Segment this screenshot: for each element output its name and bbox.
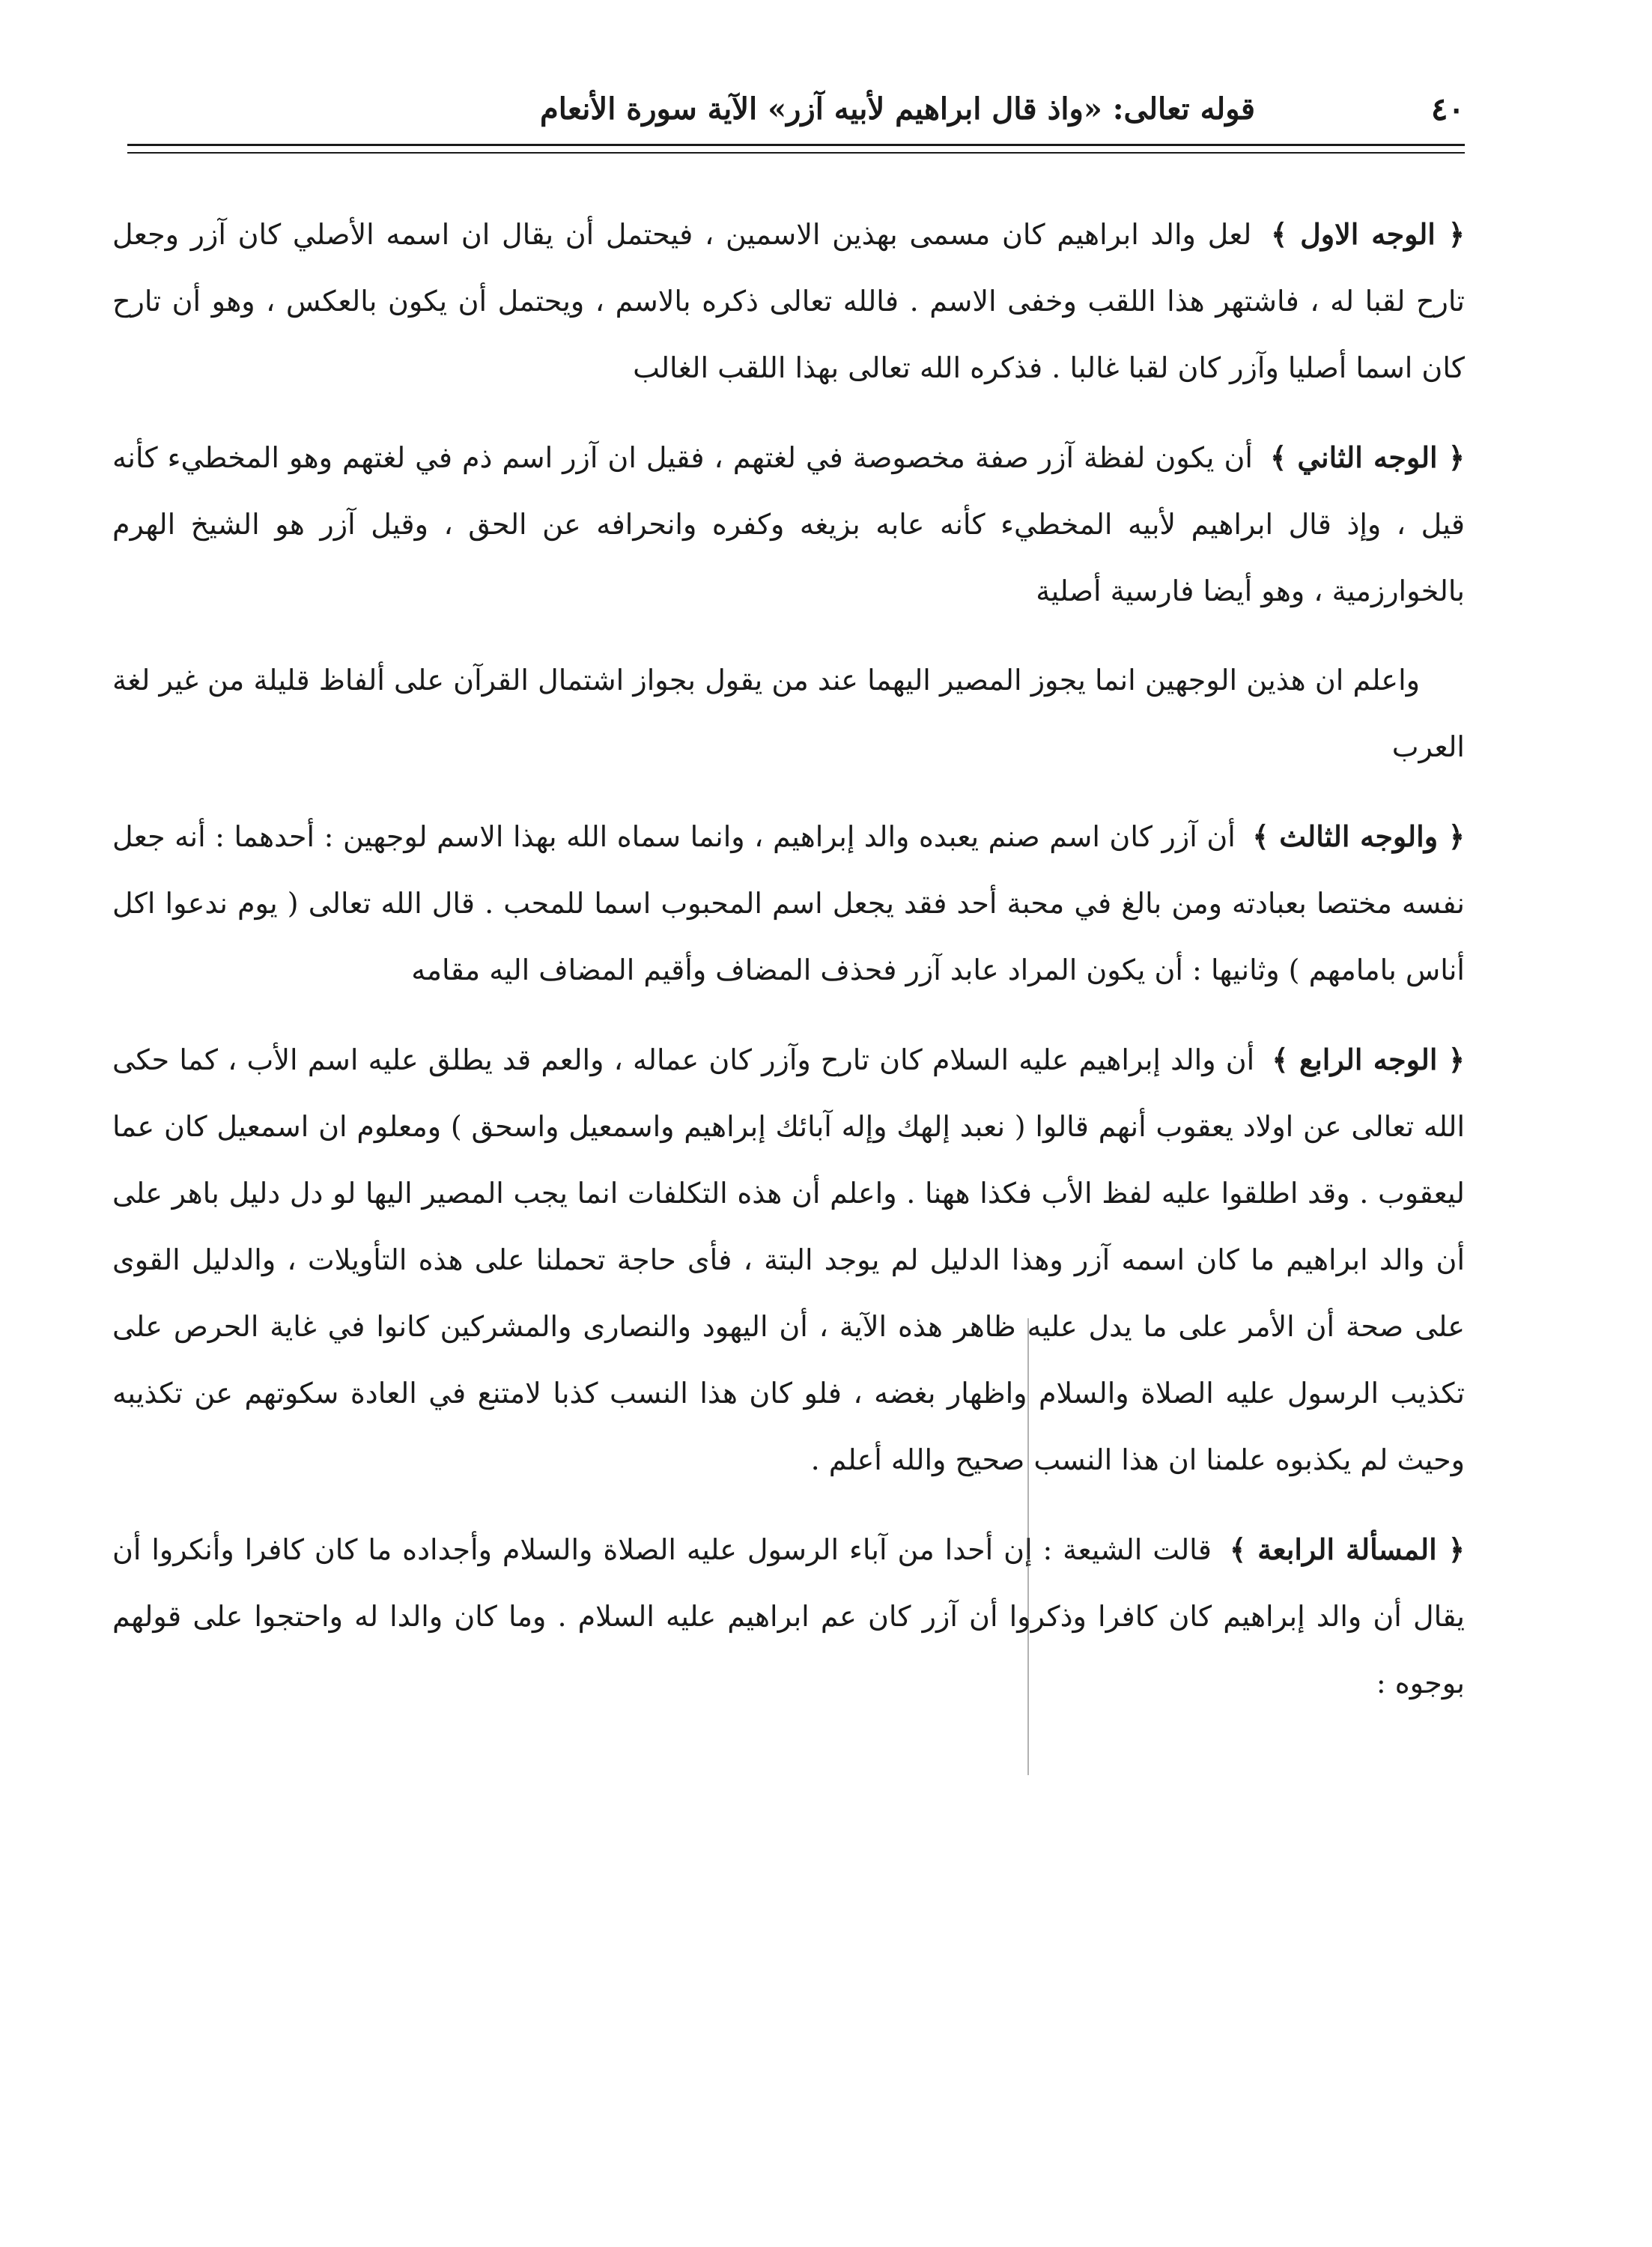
paragraph-text: أن يكون لفظة آزر صفة مخصوصة في لغتهم ، فقيل ان آزر اسم ذم في لغتهم وهو المخطيء كأنه قيل ، وإذ قال ابراهيم لأبيه المخطيء كأنه عابه بزيغه وكفره وانحرافه عن الحق ، وقيل آزر هو الشيخ الهرم بالخوارزمية ، وهو أيضا فارسية أصلية xyxy=(112,441,1465,607)
paragraph-text: واعلم ان هذين الوجهين انما يجوز المصير اليهما عند من يقول بجواز اشتمال القرآن على ألفاظ قليلة من غير لغة العرب xyxy=(112,664,1465,763)
header-rule xyxy=(127,144,1465,146)
paragraph-third-aspect xyxy=(112,803,1465,1004)
page-number: ٤٠ xyxy=(1430,91,1465,127)
paragraph-second-aspect xyxy=(112,424,1465,625)
paragraph-first-aspect xyxy=(112,201,1465,401)
page-body xyxy=(112,201,1465,1739)
section-heading: ﴿ المسألة الرابعة ﴾ xyxy=(1229,1532,1465,1566)
running-title: قوله تعالى: «واذ قال ابراهيم لأبيه آزر» الآية سورة الأنعام xyxy=(540,91,1255,127)
paragraph-fourth-aspect xyxy=(112,1026,1465,1494)
section-heading: ﴿ الوجه الرابع ﴾ xyxy=(1272,1043,1465,1076)
header-rule-secondary xyxy=(127,152,1465,154)
paragraph-text: أن آزر كان اسم صنم يعبده والد إبراهيم ، وانما سماه الله بهذا الاسم لوجهين : أحدهما : أنه جعل نفسه مختصا بعبادته ومن بالغ في محبة أحد فقد يجعل اسم المحبوب اسما للمحب . قال الله تعالى ( يوم ندعوا اكل أناس بامامهم ) وثانيها : أن يكون المراد عابد آزر فحذف المضاف وأقيم المضاف اليه مقامه xyxy=(112,820,1465,986)
section-heading: ﴿ الوجه الاول ﴾ xyxy=(1271,217,1465,251)
paragraph-text: لعل والد ابراهيم كان مسمى بهذين الاسمين ، فيحتمل أن يقال ان اسمه الأصلي كان آزر وجعل تارح لقبا له ، فاشتهر هذا اللقب وخفى الاسم . فالله تعالى ذكره بالاسم ، ويحتمل أن يكون بالعكس ، وهو أن تارح كان اسما أصليا وآزر كان لقبا غالبا . فذكره الله تعالى بهذا اللقب الغالب xyxy=(112,218,1465,384)
page-header xyxy=(127,72,1465,139)
paragraph-text: قالت الشيعة : إن أحدا من آباء الرسول عليه الصلاة والسلام وأجداده ما كان كافرا وأنكروا أن يقال أن والد إبراهيم كان كافرا وذكروا أن آزر كان عم ابراهيم عليه السلام . وما كان والدا له واحتجوا على قولهم بوجوه : xyxy=(112,1533,1465,1699)
section-heading: ﴿ والوجه الثالث ﴾ xyxy=(1252,819,1465,853)
section-heading: ﴿ الوجه الثاني ﴾ xyxy=(1269,440,1465,474)
scan-artifact-line xyxy=(1027,1318,1029,1775)
paragraph-fourth-issue xyxy=(112,1516,1465,1717)
paragraph-note xyxy=(112,647,1465,780)
paragraph-text: أن والد إبراهيم عليه السلام كان تارح وآزر كان عماله ، والعم قد يطلق عليه اسم الأب ، كما حكى الله تعالى عن اولاد يعقوب أنهم قالوا ( نعبد إلهك وإله آبائك إبراهيم واسمعيل واسحق ) ومعلوم ان اسمعيل كان عما ليعقوب . وقد اطلقوا عليه لفظ الأب فكذا ههنا . واعلم أن هذه التكلفات انما يجب المصير اليها لو دل دليل باهر على أن والد ابراهيم ما كان اسمه آزر وهذا الدليل لم يوجد البتة ، فأى حاجة تحملنا على هذه التأويلات ، والدليل القوى على صحة أن الأمر على ما يدل عليه ظاهر هذه الآية ، أن اليهود والنصارى والمشركين كانوا في غاية الحرص على تكذيب الرسول عليه الصلاة والسلام واظهار بغضه ، فلو كان هذا النسب كذبا لامتنع في العادة سكوتهم عن تكذيبه وحيث لم يكذبوه علمنا ان هذا النسب صحيح والله أعلم . xyxy=(112,1043,1465,1476)
